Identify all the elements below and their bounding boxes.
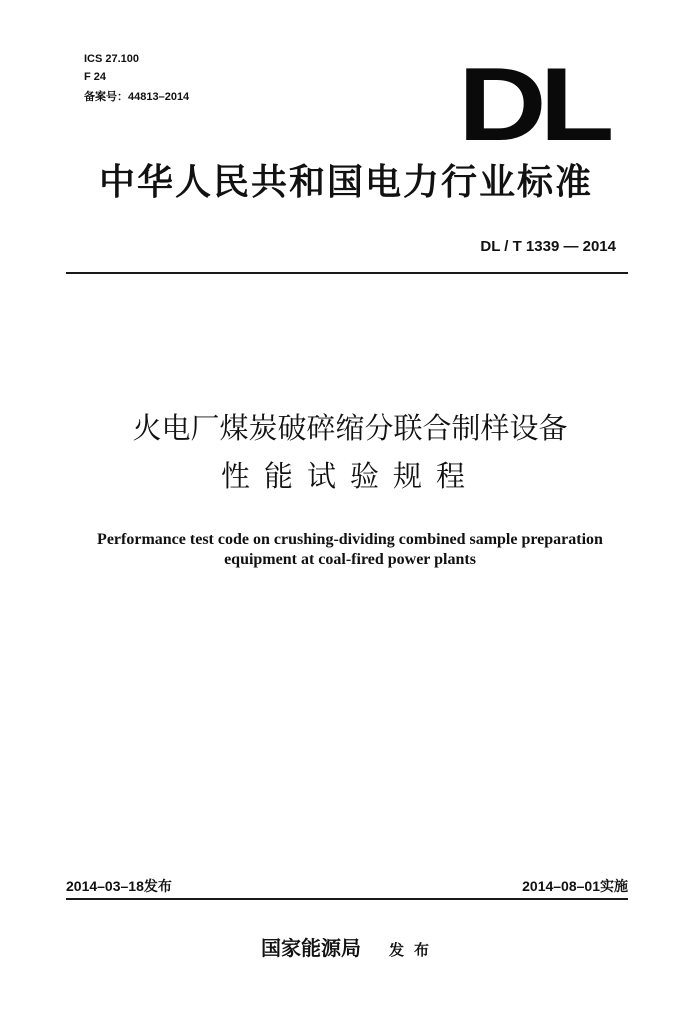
issue-date: 2014–03–18发布: [66, 878, 172, 894]
title-english-line-2: equipment at coal-fired power plants: [224, 551, 476, 568]
publisher: [0, 932, 700, 961]
implementation-date: 2014–08–01实施: [522, 878, 628, 894]
dl-logo: DL: [458, 47, 608, 163]
ccs-code: F 24: [84, 71, 107, 83]
standard-number: DL / T 1339 — 2014: [480, 238, 616, 255]
title-english-line-1: Performance test code on crushing-dividing combined sample preparation: [97, 531, 603, 548]
title-chinese-line-1: 火电厂煤炭破碎缩分联合制样设备: [132, 411, 568, 445]
title-chinese-line-2: 性能试验规程: [220, 459, 479, 493]
record-number: 备案号：44813–2014: [84, 91, 190, 103]
ics-code: ICS 27.100: [84, 53, 140, 65]
top-divider: [66, 272, 628, 274]
publisher-name: 国家能源局: [260, 936, 361, 960]
publisher-action: 发布: [388, 941, 439, 959]
bottom-divider: [66, 898, 628, 900]
standard-category-title: 中华人民共和国电力行业标准: [98, 162, 593, 203]
